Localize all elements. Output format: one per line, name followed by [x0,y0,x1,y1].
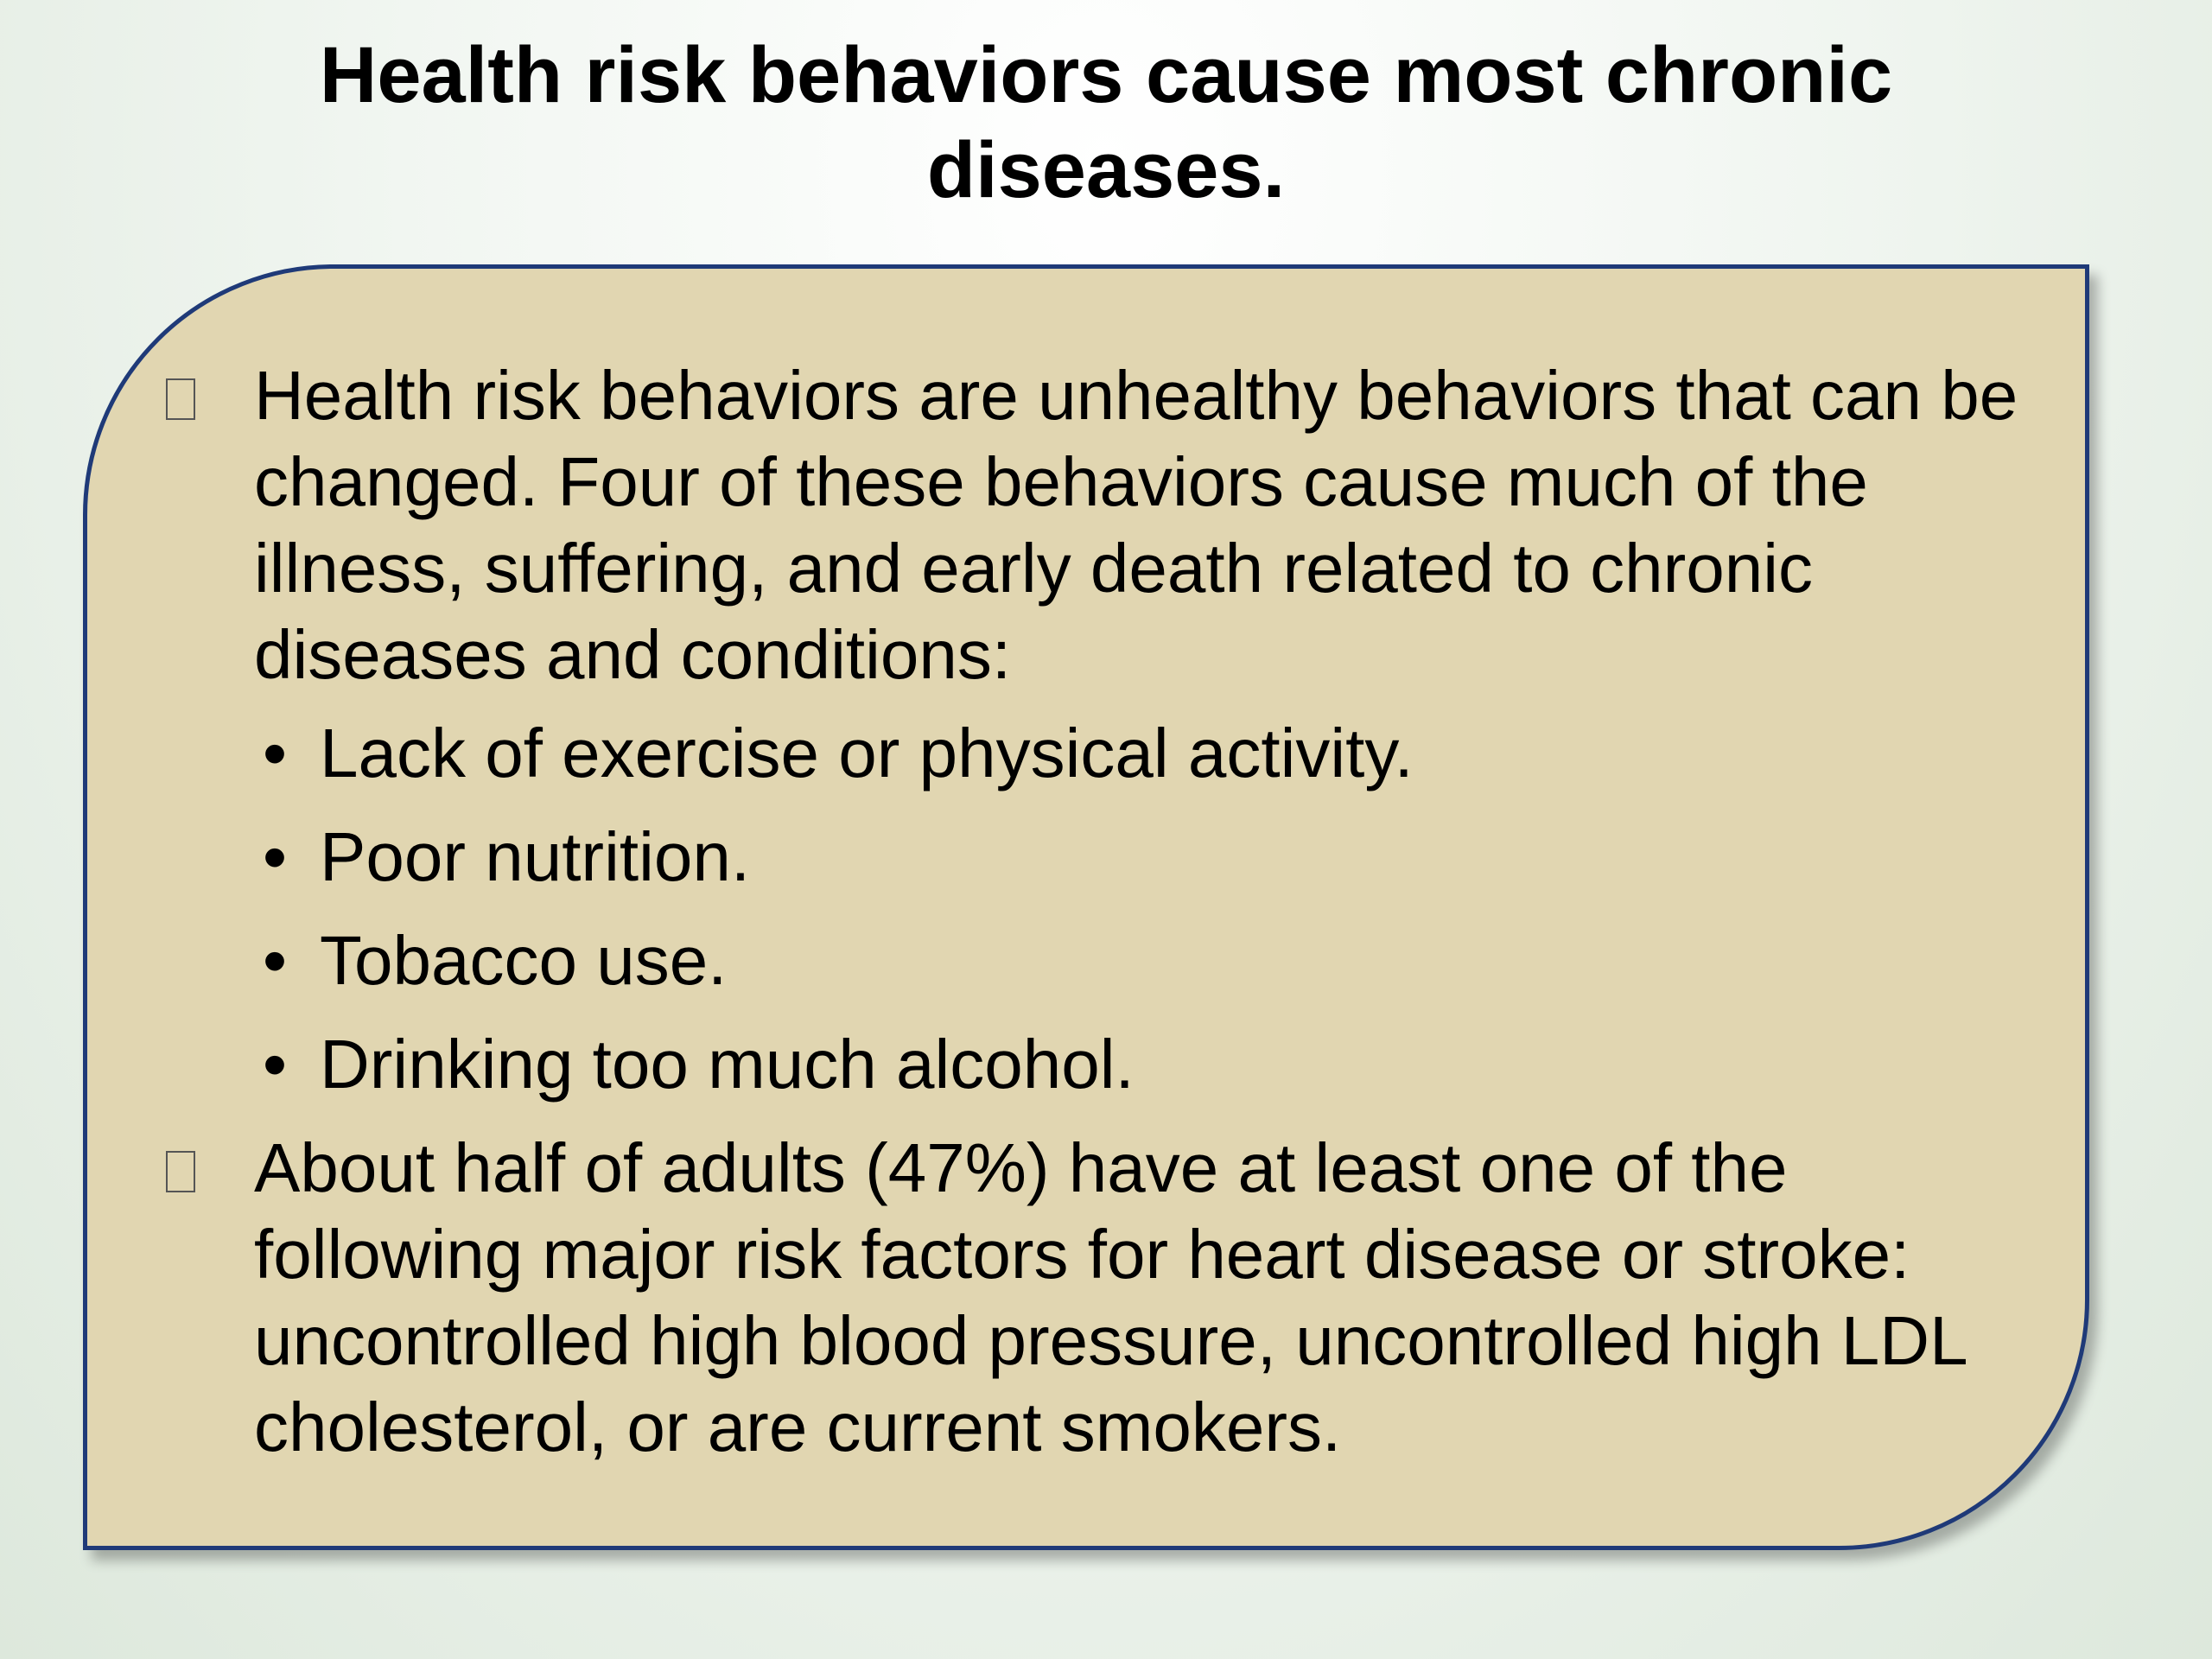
bullet-placeholder-icon [166,378,195,420]
content-text [166,353,2024,1471]
list-item [254,710,2024,797]
bullet-dot-icon: • [263,922,288,999]
risk-behavior-list [254,710,2024,1108]
bullet-dot-icon: • [263,818,288,895]
slide-title: Health risk behaviors cause most chronic diseases. [319,31,1893,214]
list-item-text: Tobacco use. [320,922,728,999]
list-item-text: Poor nutrition. [320,818,751,895]
bullet-placeholder-icon [166,1151,195,1192]
bullet-dot-icon: • [263,715,288,791]
bullet-dot-icon: • [263,1026,288,1103]
paragraph-1 [166,353,2024,698]
paragraph-2 [166,1125,2024,1471]
paragraph-2-text: About half of adults (47%) have at least one of the following major risk factors for heart disease or stroke: uncontrolled high blood pressure, uncontrolled high LDL cholesterol, or are current smokers. [254,1129,1966,1465]
paragraph-1-text: Health risk behaviors are unhealthy behaviors that can be changed. Four of these behaviors cause much of the illness, suffering, and early death related to chronic diseases and conditions: [254,357,2018,693]
list-item [254,918,2024,1004]
list-item-text: Lack of exercise or physical activity. [320,715,1414,791]
list-item [254,814,2024,900]
list-item-text: Drinking too much alcohol. [320,1026,1135,1103]
list-item [254,1021,2024,1108]
